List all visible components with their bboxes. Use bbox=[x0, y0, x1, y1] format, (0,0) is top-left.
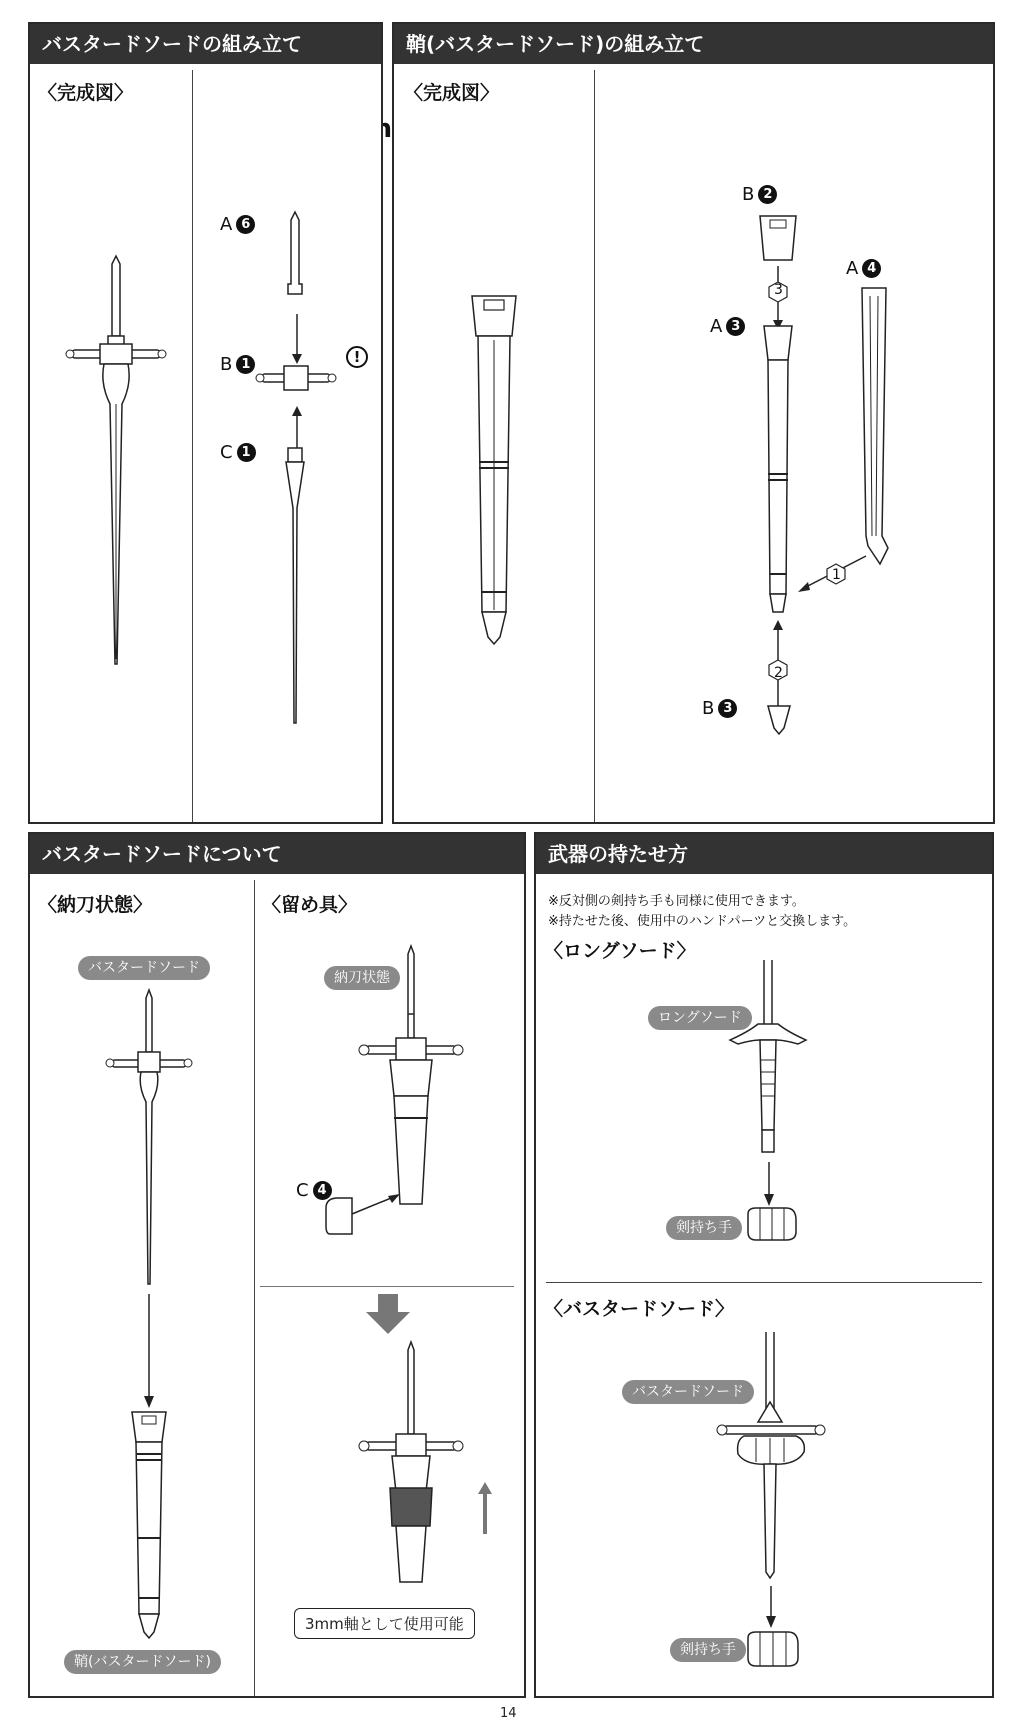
sheath-back-part-drawing bbox=[852, 286, 896, 568]
part-label-c4: C 4 bbox=[296, 1180, 332, 1201]
note-1: ※反対側の剣持ち手も同様に使用できます。 bbox=[548, 894, 805, 909]
sheathed-hilt-drawing bbox=[356, 946, 466, 1204]
part-label-a3: A 3 bbox=[710, 316, 745, 337]
down-arrow-icon bbox=[366, 1294, 410, 1334]
part-label-b2: B 2 bbox=[742, 184, 777, 205]
panel-sheath-assembly bbox=[392, 22, 995, 824]
panel-title: 鞘(バスタードソード)の組み立て bbox=[394, 24, 993, 64]
long-sword-drawing bbox=[728, 960, 808, 1160]
section-subtitle: 〈完成図〉 bbox=[38, 82, 134, 104]
sheath-tip-part-drawing bbox=[766, 704, 792, 736]
sword-hand-drawing bbox=[744, 1630, 800, 1668]
part-label-a4: A 4 bbox=[846, 258, 881, 279]
part-label-b1: B 1 bbox=[220, 354, 255, 375]
bastard-sword-drawing bbox=[104, 990, 194, 1290]
sheath-front-part-drawing bbox=[756, 324, 800, 616]
part-label-c1: C 1 bbox=[220, 442, 256, 463]
sword-hand-drawing bbox=[744, 1206, 798, 1242]
step-number: 1 bbox=[832, 567, 841, 583]
panel-title: バスタードソードについて bbox=[30, 834, 524, 874]
panel-title: 武器の持たせ方 bbox=[536, 834, 992, 874]
step-number: 3 bbox=[774, 282, 783, 298]
section-divider bbox=[546, 1282, 982, 1283]
section-subtitle: 〈納刀状態〉 bbox=[38, 894, 153, 916]
exclamation-icon: ! bbox=[346, 346, 368, 368]
note-2: ※持たせた後、使用中のハンドパーツと交換します。 bbox=[548, 914, 857, 929]
section-subtitle: 〈完成図〉 bbox=[404, 82, 500, 104]
arrow-down-icon bbox=[292, 314, 302, 364]
panel-bastard-sword-assembly bbox=[28, 22, 383, 824]
watermark: Scanned bbox=[322, 114, 447, 144]
part-label-a6: A 6 bbox=[220, 214, 255, 235]
section-divider bbox=[260, 1286, 514, 1287]
arrow-down-icon bbox=[764, 1162, 774, 1206]
arrow-up-icon bbox=[292, 406, 302, 452]
crossguard-part-drawing bbox=[256, 362, 336, 396]
sheath-cap-part-drawing bbox=[756, 214, 800, 262]
label-long-sword: ロングソード bbox=[648, 1006, 752, 1030]
blade-part-drawing bbox=[280, 448, 310, 728]
callout-3mm-axis: 3mm軸として使用可能 bbox=[294, 1608, 475, 1639]
step-number: 2 bbox=[774, 665, 783, 681]
sheathed-sword-drawing bbox=[124, 1410, 174, 1640]
label-sword-hand: 剣持ち手 bbox=[670, 1638, 746, 1662]
panel-title: バスタードソードの組み立て bbox=[30, 24, 381, 64]
sheath-complete-drawing bbox=[464, 292, 524, 652]
panel-holding-weapons bbox=[534, 832, 994, 1698]
up-arrow-icon bbox=[478, 1482, 492, 1534]
label-sheath: 鞘(バスタードソード) bbox=[64, 1650, 221, 1674]
part-label-b3: B 3 bbox=[702, 698, 737, 719]
section-subtitle: 〈留め具〉 bbox=[262, 894, 358, 916]
page-number: 14 bbox=[500, 1706, 517, 1721]
grip-part-drawing bbox=[280, 212, 310, 302]
panel-about-bastard-sword bbox=[28, 832, 526, 1698]
step-3-arrow bbox=[766, 266, 790, 330]
section-subtitle: 〈ロングソード〉 bbox=[544, 940, 696, 962]
held-bastard-sword-drawing bbox=[716, 1332, 826, 1582]
label-bastard-sword: バスタードソード bbox=[622, 1380, 754, 1404]
label-sheathed-state: 納刀状態 bbox=[324, 966, 400, 990]
arrow-down-icon bbox=[144, 1294, 154, 1408]
arrow-down-icon bbox=[766, 1586, 776, 1628]
section-subtitle: 〈バスタードソード〉 bbox=[544, 1298, 735, 1320]
label-sword-hand: 剣持ち手 bbox=[666, 1216, 742, 1240]
fastener-part-drawing bbox=[322, 1194, 402, 1238]
fastened-hilt-drawing bbox=[356, 1342, 466, 1582]
bastard-sword-complete-drawing bbox=[60, 254, 170, 674]
label-bastard-sword: バスタードソード bbox=[78, 956, 210, 980]
